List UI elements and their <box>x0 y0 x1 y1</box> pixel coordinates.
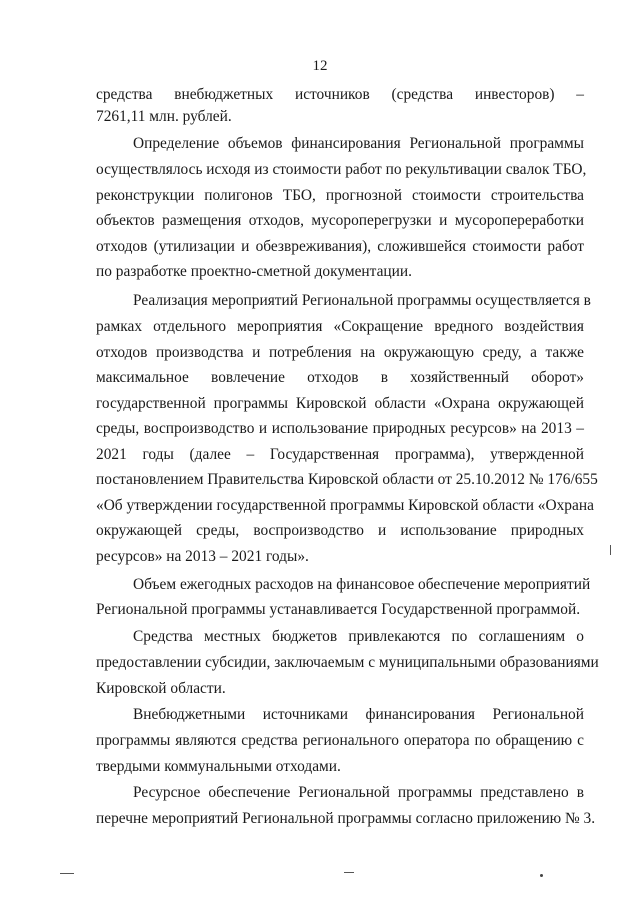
text-line: средства внебюджетных источников (средства инвесторов) – <box>96 86 584 103</box>
text-line: программы являются средства регионального оператора по обращению с <box>96 732 584 749</box>
text-line: осуществлялось исходя из стоимости работ по рекультивации свалок ТБО, <box>96 161 587 178</box>
text-line: перечне мероприятий Региональной программы согласно приложению № 3. <box>96 810 596 827</box>
text-line: «Об утверждении государственной программы Кировской области «Охрана <box>96 497 594 514</box>
scan-dot-right <box>540 874 543 877</box>
text-line: отходов производства и потребления на окружающую среду, а также <box>96 344 584 361</box>
text-line: Кировской области. <box>96 680 226 697</box>
text-line: Определение объемов финансирования Региональной программы <box>133 135 584 152</box>
text-line: Объем ежегодных расходов на финансовое обеспечение мероприятий <box>133 576 591 593</box>
scan-mark-center <box>344 872 354 873</box>
text-line: предоставлении субсидии, заключаемым с муниципальными образованиями <box>96 654 599 671</box>
text-line: постановлением Правительства Кировской области от 25.10.2012 № 176/655 <box>96 471 598 488</box>
text-line: ресурсов» на 2013 – 2021 годы». <box>96 548 309 565</box>
text-line: объектов размещения отходов, мусороперегрузки и мусоропереработки <box>96 212 584 229</box>
text-line: по разработке проектно-сметной документации. <box>96 263 412 280</box>
scan-mark-left <box>60 873 74 874</box>
text-line: государственной программы Кировской области «Охрана окружающей <box>96 395 584 412</box>
text-line: Внебюджетными источниками финансирования Региональной <box>133 706 584 723</box>
text-line: Реализация мероприятий Региональной программы осуществляется в <box>133 292 591 309</box>
text-line: 2021 годы (далее – Государственная программа), утвержденной <box>96 446 584 463</box>
text-line: среды, воспроизводство и использование природных ресурсов» на 2013 – <box>96 420 584 437</box>
text-line: окружающей среды, воспроизводство и использование природных <box>96 522 584 539</box>
text-line: Региональной программы устанавливается Государственной программой. <box>96 601 581 618</box>
scan-mark-edge <box>610 545 611 555</box>
text-line: реконструкции полигонов ТБО, прогнозной стоимости строительства <box>96 187 584 204</box>
text-line: максимальное вовлечение отходов в хозяйственный оборот» <box>96 369 584 386</box>
text-line: Средства местных бюджетов привлекаются по соглашениям о <box>133 628 584 645</box>
text-line: рамках отдельного мероприятия «Сокращение вредного воздействия <box>96 318 584 335</box>
page-number: 12 <box>312 58 328 74</box>
text-line: 7261,11 млн. рублей. <box>96 108 232 125</box>
text-line: Ресурсное обеспечение Региональной программы представлено в <box>133 784 584 801</box>
text-line: отходов (утилизации и обезвреживания), сложившейся стоимости работ <box>96 238 584 255</box>
text-line: твердыми коммунальными отходами. <box>96 758 341 775</box>
